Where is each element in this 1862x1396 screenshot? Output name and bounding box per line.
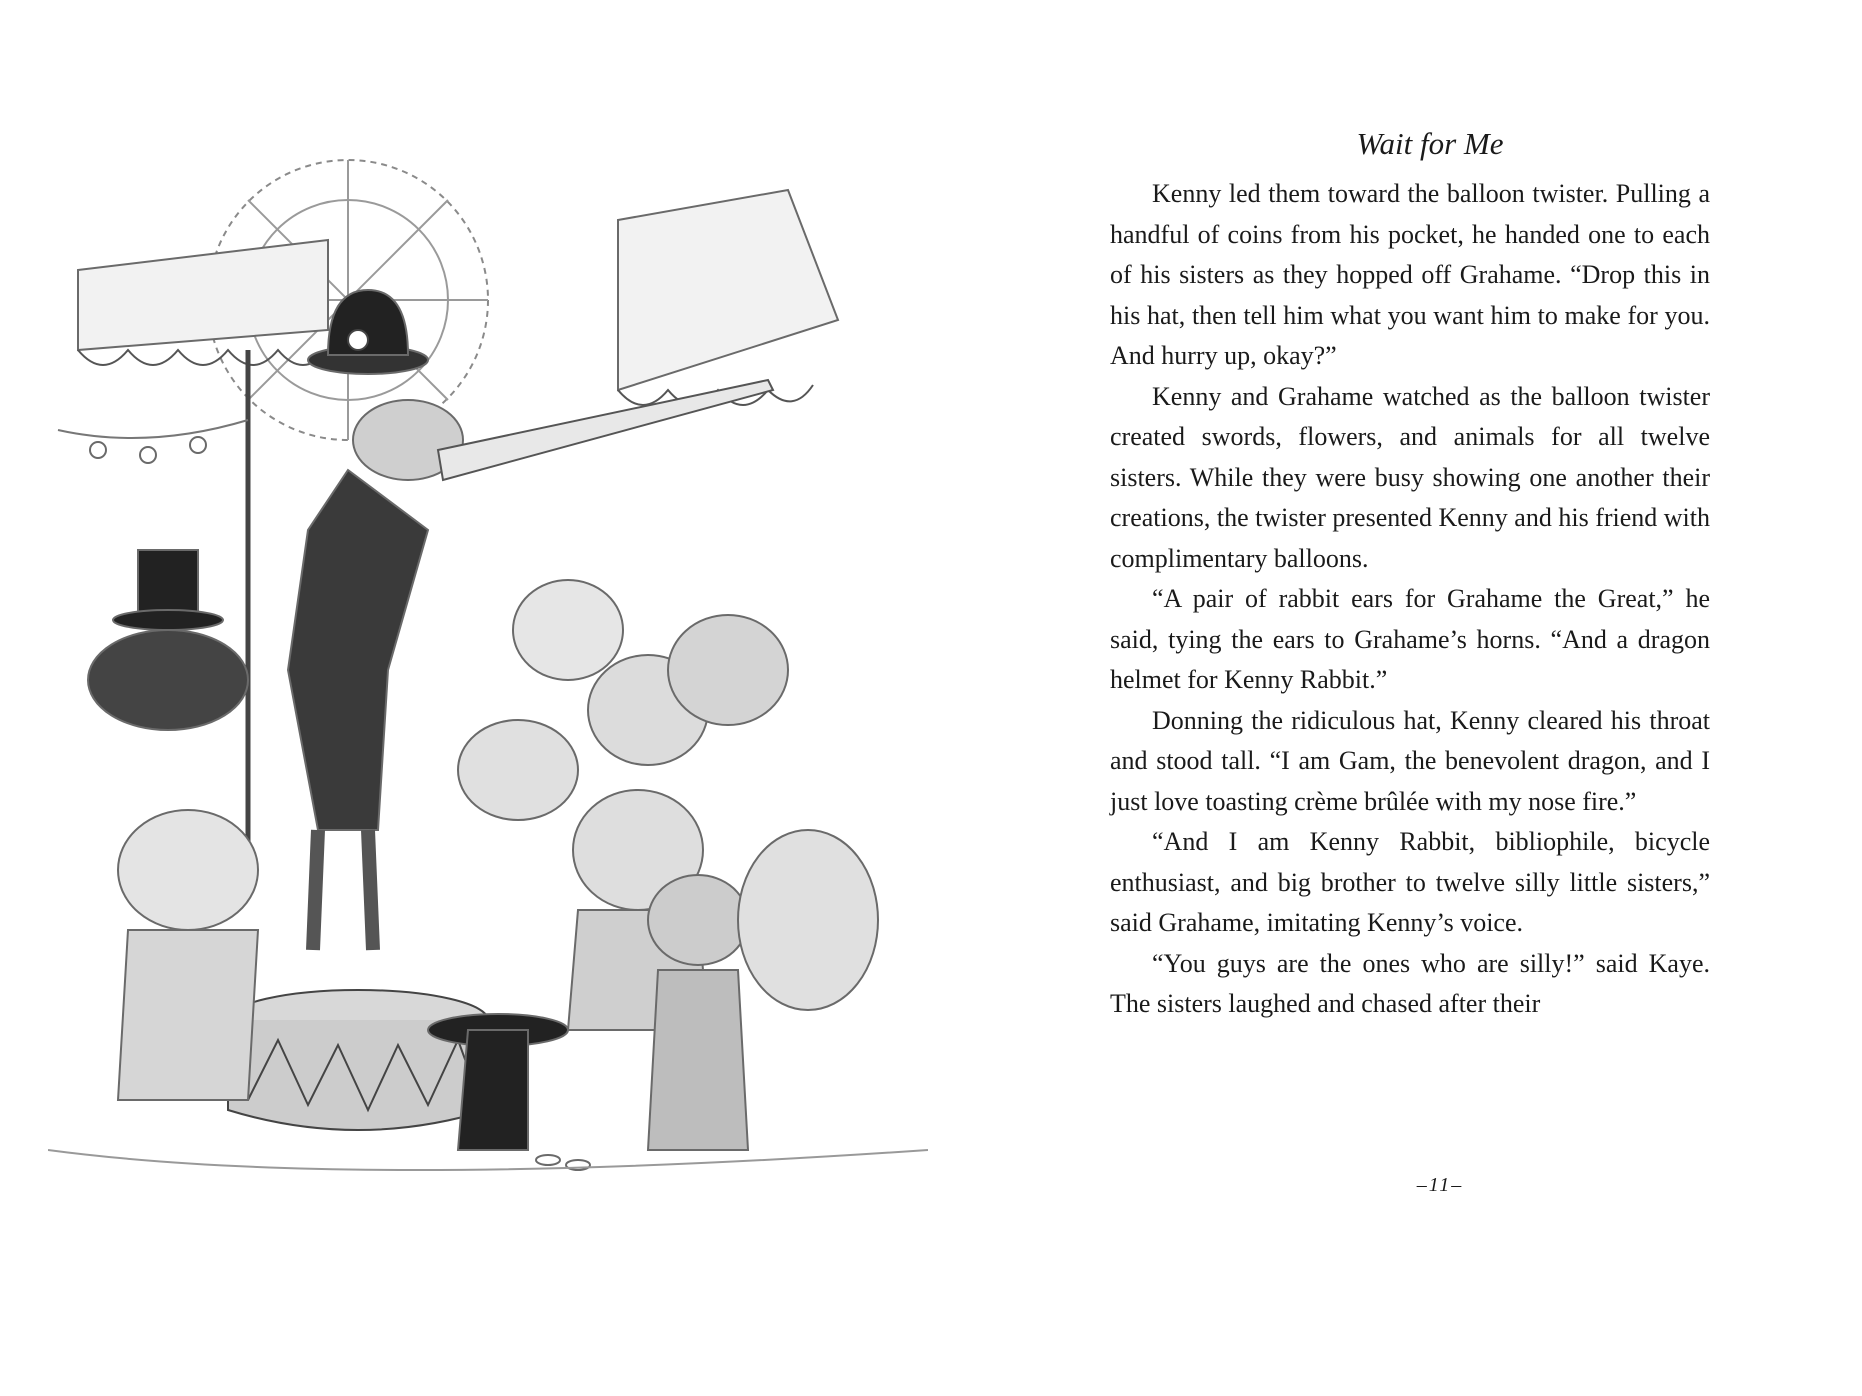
balloon-twister-illustration — [48, 150, 928, 1230]
paragraph: Kenny and Grahame watched as the balloon twister created swords, flowers, and animals for all twelve sisters. While they were busy showing one another their creations, the twister presented Kenny and his friend with complimentary balloons. — [1110, 381, 1710, 573]
paragraph: Donning the ridiculous hat, Kenny cleared his throat and stood tall. “I am Gam, the benevolent dragon, and I just love toasting crème brûlée with my nose fire.” — [1110, 705, 1710, 816]
running-head: Wait for Me — [1356, 126, 1504, 161]
pencil-sketch-image — [48, 150, 928, 1230]
body-text — [1110, 174, 1710, 1025]
paragraph: “A pair of rabbit ears for Grahame the Great,” he said, tying the ears to Grahame’s horns. “And a dragon helmet for Kenny Rabbit.” — [1110, 584, 1710, 694]
paragraph: “You guys are the ones who are silly!” said Kaye. The sisters laughed and chased after their — [1110, 948, 1710, 1018]
page-number: –11– — [1416, 1174, 1464, 1196]
paragraph: “And I am Kenny Rabbit, bibliophile, bicycle enthusiast, and big brother to twelve silly little sisters,” said Grahame, imitating Kenny’s voice. — [1110, 827, 1710, 937]
text-page — [1110, 124, 1710, 1025]
paragraph: Kenny led them toward the balloon twister. Pulling a handful of coins from his pocket, he handed one to each of his sisters as they hopped off Grahame. “Drop this in his hat, then tell him what you want him to make for you. And hurry up, okay?” — [1110, 179, 1710, 370]
